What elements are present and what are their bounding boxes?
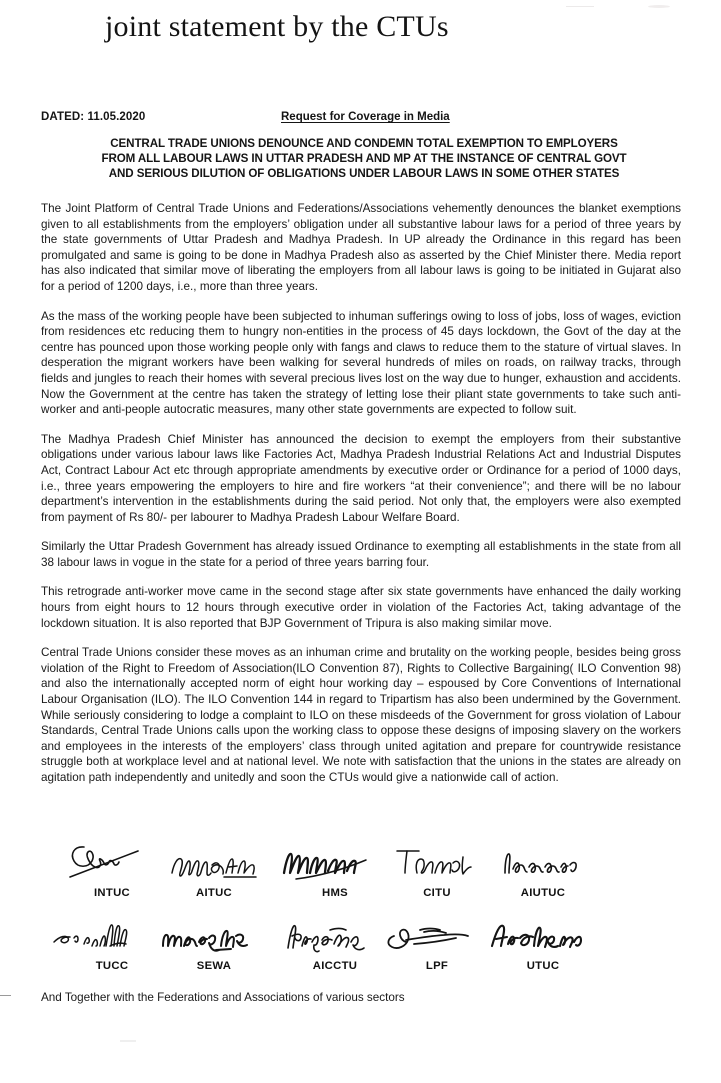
signatory-label: SEWA (196, 960, 232, 972)
signature-mark-icon (56, 845, 168, 885)
signature-mark-icon (381, 918, 493, 958)
signatory-label: TUCC (95, 960, 129, 972)
signatory-lpf (381, 918, 493, 972)
headline-line-2: FROM ALL LABOUR LAWS IN UTTAR PRADESH AND MP AT THE INSTANCE OF CENTRAL GOVT (101, 152, 627, 166)
signatory-aiutuc (487, 845, 599, 899)
signatory-utuc (487, 918, 599, 972)
scan-artifact-bottom (120, 1040, 136, 1042)
signatory-aicctu (279, 918, 391, 972)
headline-line-1: CENTRAL TRADE UNIONS DENOUNCE AND CONDEMN TOTAL EXEMPTION TO EMPLOYERS (110, 137, 618, 150)
request-for-coverage-heading: Request for Coverage in Media (281, 111, 450, 123)
signature-mark-icon (158, 845, 270, 885)
paragraph: This retrograde anti-worker move came in the second stage after six state governments have enhanced the daily working hours from eight hours to 12 hours through executive order in violation of the Factories Act, taking advantage of the lockdown situation. It is also reported that BJP Government of Tripura is also making similar move. (41, 585, 681, 630)
page-title: joint statement by the CTUs (105, 10, 449, 43)
headline-block (50, 136, 678, 182)
signature-mark-icon (279, 845, 391, 885)
closing-note: And Together with the Federations and Associations of various sectors (41, 991, 405, 1004)
body-text (41, 201, 681, 786)
signature-mark-icon (158, 918, 270, 958)
signatory-label: AITUC (195, 887, 232, 899)
paragraph: The Joint Platform of Central Trade Unions and Federations/Associations vehemently denounces the blanket exemptions given to all establishments from the employers’ obligation under all substantive labour laws for a period of three years by the state governments of Uttar Pradesh and Madhya Pradesh. In UP already the Ordinance in this regard has been promulgated and same is going to be done in Madhya Pradesh also as asserted by the Chief Minister there. Media report has also indicated that similar move of liberating the employers from all labour laws is going to be initiated in Gujarat also for a period of 1200 days, i.e., more than three years. (41, 202, 681, 293)
signatory-tucc (56, 918, 168, 972)
paragraph: The Madhya Pradesh Chief Minister has announced the decision to exempt the employers from their substantive obligations under various labour laws like Factories Act, Madhya Pradesh Industrial Relations Act and Industrial Disputes Act, Contract Labour Act etc through appropriate amendments by executive order or Ordinance for a period of 1000 days, i.e., three years empowering the employers to hire and fire workers “at their convenience”; and there will be no labour department’s intervention in the establishments during the said period. Not only that, the employers were also exempted from payment of Rs 80/- per labourer to Madhya Pradesh Labour Welfare Board. (41, 432, 681, 524)
signatory-label: AICCTU (312, 960, 358, 972)
signatory-sewa (158, 918, 270, 972)
signatory-citu (381, 845, 493, 899)
signatory-label: UTUC (526, 960, 560, 972)
signatory-label: LPF (425, 960, 449, 972)
document-date: DATED: 11.05.2020 (41, 111, 146, 123)
headline-line-3: AND SERIOUS DILUTION OF OBLIGATIONS UNDER LABOUR LAWS IN SOME OTHER STATES (108, 167, 620, 181)
paragraph: Central Trade Unions consider these moves as an inhuman crime and brutality on the working people, besides being gross violation of the Right to Freedom of Association(ILO Convention 87), Rights to Collective Bargaining( ILO Convention 98) and also the internationally accepted norm of eight hour working day – espoused by Core Conventions of International Labour Organisation (ILO). The ILO Convention 144 in regard to Tripartism has also been undermined by the Government. While seriously considering to lodge a complaint to ILO on these misdeeds of the Government for gross violation of Labour Standards, Central Trade Unions calls upon the working class to oppose these designs of imposing slavery on the workers and employees in the interests of the employers’ class through united agitation and prepare for countrywide resistance struggle both at workplace level and at national level. We note with satisfaction that the unions in the states are already on agitation path independently and unitedly and soon the CTUs would give a nationwide call of action. (41, 646, 681, 784)
signature-mark-icon (381, 845, 493, 885)
header-meta-row (41, 111, 681, 127)
scan-artifact-top-right (648, 5, 670, 8)
signature-mark-icon (487, 918, 599, 958)
signatory-intuc (56, 845, 168, 899)
paragraph: Similarly the Uttar Pradesh Government has already issued Ordinance to exempting all establishments in the state from all 38 labour laws in vogue in the state for a period of three years barring four. (41, 540, 681, 569)
signatory-label: AIUTUC (520, 887, 566, 899)
signature-mark-icon (56, 918, 168, 958)
signature-mark-icon (279, 918, 391, 958)
scan-artifact-top-left (566, 6, 594, 7)
signature-row-1 (41, 845, 681, 915)
signature-mark-icon (487, 845, 599, 885)
signatory-label: HMS (321, 887, 348, 899)
signatory-hms (279, 845, 391, 899)
signatory-label: CITU (423, 887, 451, 899)
signatory-label: INTUC (93, 887, 130, 899)
signatory-aituc (158, 845, 270, 899)
paragraph: As the mass of the working people have been subjected to inhuman sufferings owing to loss of jobs, loss of wages, eviction from residences etc reducing them to hungry non-entities in the process of 45 days lockdown, the Govt of the day at the centre has pounced upon those working people only with fangs and claws to reduce them to the stature of virtual slaves. In desperation the migrant workers have been walking for several hundreds of miles on roads, on railway tracks, through fields and jungles to reach their homes with several precious lives lost on the way due to hunger, exhaustion and accidents. Now the Government at the centre has taken the strategy of letting lose their pliant state governments to take such anti-worker and anti-people autocratic measures, many other state governments are expected to follow suit. (41, 309, 681, 417)
signature-block (41, 845, 681, 988)
signature-row-2 (41, 918, 681, 988)
scan-artifact-left-edge (0, 995, 11, 996)
